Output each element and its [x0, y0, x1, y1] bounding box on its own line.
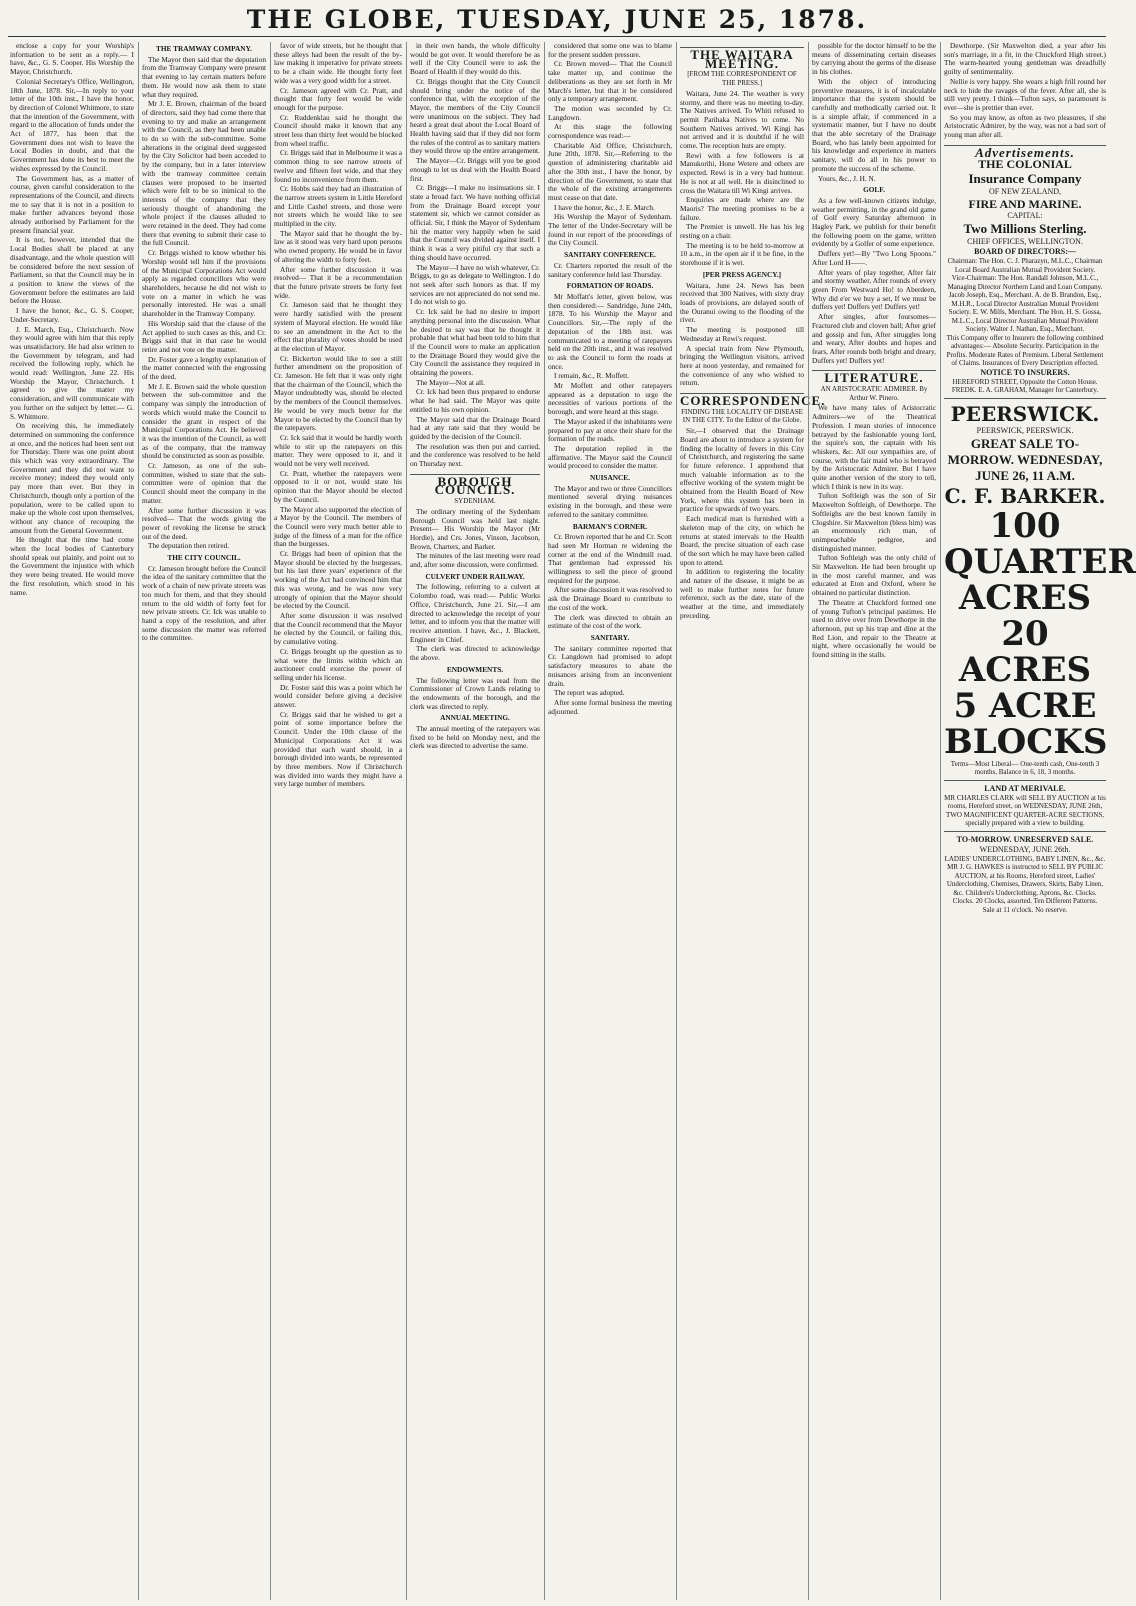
- paragraph: Cr. Brown moved— That the Council take matter up, and continue the deliberations as they are set forth in Mr March's letter, but that it be considered only a temporary arrangement.: [548, 59, 672, 104]
- paragraph: Duffers yet!—By "Two Long Spoons." After Lord H——.: [812, 249, 936, 267]
- paragraph: The deputation then retired.: [148, 541, 230, 551]
- paragraph: The clerk was directed to acknowledge the above.: [410, 644, 540, 663]
- section-heading: Advertisements.: [944, 145, 1106, 158]
- paragraph: Cr. Bickerton would like to see a still further amendment on the proposition of Cr. Jameson. He felt that it was only right that the chairman of the Council, which the Mayor undoubtedly was, should be elected by the members of the Council themselves. He would be very much better for the Mayor to be elected by the Council than by the ratepayers.: [274, 353, 402, 433]
- paragraph: The Mayor and two or three Councillors mentioned several drying nuisances existing in the borough, and these were referred to the sanitary committee.: [548, 483, 672, 519]
- paragraph: The Mayor then said that the deputation from the Tramway Company were present that evening to lay certain matters before them. He would now ask them to state what they required.: [142, 54, 266, 99]
- column-divider: [270, 42, 271, 1600]
- section-heading: LITERATURE.: [812, 370, 936, 383]
- paragraph: The Mayor—I have no wish whatever, Cr. Briggs, to go as delegate to Wellington. I do not seek after such honors as that. If my services are not appreciated do not send me. I do not wish to go.: [410, 262, 540, 307]
- paragraph: His Worship the Mayor of Sydenham. The letter of the Under-Secretary will be found in our report of the proceedings of the City Council.: [548, 212, 672, 248]
- paragraph: The Mayor also supported the election of a Mayor by the Council. The members of the Council were very much better able to judge of the fitness of a man for the office than the burgesses.: [274, 504, 402, 549]
- ad-text: Chairman: The Hon. C. J. Pharazyn, M.L.C., Chairman Local Board Australian Mutual Provident Society.: [947, 257, 1103, 274]
- paragraph: The deputation replied in the affirmative. The Mayor said the Council would proceed to consider the matter.: [548, 443, 672, 471]
- paragraph: After some discussion it was resolved that the Council recommend that the Mayor be elected by the Council, or failing this, by cumulative voting.: [274, 611, 402, 647]
- ad-text: HEREFORD STREET, Opposite the Cotton House. FREDK. E. A. GRAHAM, Manager for Canterbury.: [951, 377, 1099, 395]
- paragraph: The Government has, as a matter of course, given careful consideration to the representations of the Council, and directs me to say that it is not in a position to make further advances beyond those already authorised by Parliament for the present financial year.: [10, 173, 134, 235]
- paragraph: I remain, &c., R. Moffett.: [554, 371, 630, 381]
- column-5: [548, 42, 672, 1602]
- paragraph: The Mayor said that he thought the by-law as it stood was very hard upon persons who owned property. He would be in favor of altering the width to forty feet.: [274, 228, 402, 264]
- column-divider: [808, 42, 809, 1600]
- paragraph: Cr. Briggs wished to know whether his Worship would tell him if the provisions of the Municipal Corporations Act would apply as regarded councillors who were shareholders, because he did not wish to vote on a matter in which he was personally interested. He was a small shareholder in the Tramway Company.: [142, 248, 266, 319]
- paragraph: Cr. Pratt, whether the ratepayers were opposed to it or not, would state his opinion that the Mayor should be elected by the Council.: [274, 468, 402, 504]
- section-heading: ENDOWMENTS.: [446, 664, 504, 674]
- paragraph: Cr. Jameson said that he thought they were hardly satisfied with the present system of Mayoral election. He would like to see an amendment in the Act to the effect that plurality of votes should be used at the election of Mayor.: [274, 300, 402, 353]
- land-sale-advertisement: [944, 401, 1136, 777]
- paragraph: After some formal business the meeting adjourned.: [548, 697, 672, 716]
- section-heading: THE CITY COUNCIL.: [167, 553, 241, 563]
- paragraph: J. E. March, Esq., Christchurch. Now they would agree with him that this reply was unsatisfactory. He had also written to the Government by telegram, and had received the following reply, which he would read: Wellington, June 22. His Worship the Mayor, Christchurch. I agreed to give the matter my consideration, and will communicate with you further on the subject by letter.— G. S. Whitmore.: [10, 324, 134, 421]
- paragraph: Mr J. E. Brown, chairman of the board of directors, said they had come there that evening to try and make an arrangement with the Council, as they had been unable to do so with the sub-committee. Some alterations in the original deed suggested by the City Solicitor had been acceded to by the company, but in a later interview with the tramway committee certain clauses were proposed to be inserted which were felt to be so inimical to the interests of the company that they seriously thought of abandoning the whole project if the clauses alluded to were retained in the deed. They had come there that evening to submit their case to the full Council.: [142, 99, 266, 248]
- column-7: [812, 42, 936, 1602]
- paragraph: I have the honor, &c., G. S. Cooper, Under-Secretary.: [10, 306, 134, 324]
- section-heading: SANITARY CONFERENCE.: [564, 250, 656, 260]
- section-heading: CULVERT UNDER RAILWAY.: [425, 571, 525, 581]
- paragraph: The Premier is unwell. He has his leg resting on a chair.: [680, 222, 804, 241]
- ad-text: Jacob Joseph, Esq., Merchant. A. de B. Brandon, Esq., M.H.R., Local Director Australian Mutual Provident Society. E. W. Mills, Merchant. The Hon. H. S. Gossa, M.L.C., Local Director Australian Mutual Provident Society. Walter J. Nathan, Esq., Merchant.: [948, 291, 1102, 334]
- column-divider: [940, 42, 941, 1600]
- paragraph: Cr. Briggs thought that the City Council should bring under the notice of the conference that, with the exception of the Mayor, the members of the City Council were unanimous on the subject. They had heard a great deal about the Local Board of Health having said that if they did not form the rules of the control as to sanitary matters they would throw up the entire arrangement.: [410, 76, 540, 156]
- paragraph: Cr. Ick said he had no desire to import anything personal into the discussion. What he desired to say was that he thought it probable that what had been told to him that if the Council were to make an application to the Drainage Board they would give the City Council the assistance they required in obtaining the powers.: [410, 307, 540, 378]
- paragraph: The clerk was directed to obtain an estimate of the cost of the work.: [548, 612, 672, 631]
- paragraph: The Mayor asked if the inhabitants were prepared to pay at once their share for the formation of the roads.: [548, 416, 672, 444]
- ad-auctioneer: C. F. BARKER.: [944, 483, 1106, 508]
- paragraph: The minutes of the last meeting were read and, after some discussion, were confirmed.: [410, 551, 540, 570]
- paragraph: After some further discussion it was resolved— That the words giving the power of revoking the license be struck out of the deed.: [142, 505, 266, 541]
- ad-title: PEERSWICK.: [950, 401, 1100, 426]
- paragraph: Cr. Brown reported that he and Cr. Scott had seen Mr Horman re widening the corner at the end of the Windmill road. That gentleman had expressed his willingness to sell the piece of ground required for the purpose.: [548, 532, 672, 585]
- column-1: [10, 42, 134, 1602]
- ad-date: WEDNESDAY, JUNE 26th.: [979, 844, 1071, 854]
- paragraph: The meeting is postponed till Wednesday at Rewi's request.: [680, 325, 804, 343]
- paragraph: At this stage the following correspondence was read:—: [548, 122, 672, 141]
- paragraph: So you may know, as often as two pleasures, if she Aristocratic Admirer, by the way, was not a bad sort of young man after all.: [944, 112, 1106, 140]
- section-heading: ANNUAL MEETING.: [440, 713, 510, 723]
- ad-title: LAND AT MERIVALE.: [984, 783, 1066, 793]
- masthead-rule: [8, 36, 1106, 37]
- paragraph: After singles, after foursomes— Fractured club and cloven ball; After grief and gossip and fun, After struggles long and weary, After doubts and hopes and fears, After rounds both bright and dreary, Duffers yet! Duffers yet!: [812, 312, 936, 365]
- column-divider: [406, 42, 407, 1600]
- merivale-advertisement: [944, 784, 1106, 828]
- paragraph: Cr. Briggs had been of opinion that the Mayor should be elected by the burgesses, but his last three years' experience of the working of the Act had convinced him that this was wrong, and he was now very strongly of opinion that the Mayor should be elected by the Council.: [274, 549, 402, 611]
- paragraph: Cr. Briggs said that in Melbourne it was a common thing to see narrow streets of twelve and fifteen feet wide, and that they found no inconvenience from them.: [274, 148, 402, 184]
- column-8: [944, 41, 1136, 1602]
- paragraph: favor of wide streets, but he thought that these alleys had been the result of the by-law making it imperative for private streets to be a chain wide. He thought forty feet wide was a very good width for a street.: [274, 41, 402, 85]
- paragraph: Cr. Jameson brought before the Council the idea of the sanitary committee that the work of a chain of new private streets was too much for them, and that they should return to the old width of forty feet for new private streets. Cr. Ick was unable to hand a copy of the resolution, and after some discussion the matter was referred to the committee.: [142, 563, 266, 643]
- section-heading: THE TRAMWAY COMPANY.: [155, 44, 253, 53]
- paragraph: Cr. Hobbs said they had an illustration of the narrow streets system in Little Hereford and Little Cashel streets, and those were not streets which he would like to see multiplied in the city.: [274, 184, 402, 229]
- paragraph: In addition to registering the locality and nature of the disease, it might be as well to make further notes for future reference, such as the date, state of the weather at the time, and immediately preceding.: [680, 567, 804, 620]
- paragraph: The following, referring to a culvert at Colombo road, was read:— Public Works Office, Christchurch, June 21. Sir,—I am directed to acknowledge the receipt of your letter, and to inform you that the matter will receive attention. I have, &c., J. Blackett, Engineer in Chief.: [410, 582, 540, 644]
- section-heading: [PER PRESS AGENCY.]: [702, 269, 782, 279]
- paragraph: The ordinary meeting of the Sydenham Borough Council was held last night. Present— His Worship the Mayor (Mr Hordie), and Crs. Jones, Vinson, Jacobson, Brown, Charters, and Barker.: [410, 506, 540, 551]
- ad-office: CHIEF OFFICES, WELLINGTON.: [967, 237, 1083, 247]
- paragraph: The Theatre at Chuckford formed one of young Tufton's principal pastimes. He used to drive over from Dewthorpe in the afternoon, put up his trap and dine at the Red Lion, and repair to the Theatre at night, where occasionally he would be found sitting in the stalls.: [812, 597, 936, 660]
- paragraph: Each medical man is furnished with a skeleton map of the city, on which he returns at stated intervals to the Health Board, the precise situation of each case of the sort which he may have been called upon to attend.: [680, 514, 804, 567]
- section-heading: CORRESPONDENCE.: [680, 393, 826, 409]
- paragraph: in their own hands, the whole difficulty would be got over. It would therefore be as well if the City Council were to ask the Board of Health if they would do this.: [410, 41, 540, 77]
- paragraph: The sanitary committee reported that Cr. Langdown had promised to adopt satisfactory measures to abate the nuisances arising from an inconvenient drain.: [548, 643, 672, 688]
- paragraph: Nellie is very happy. She wears a high frill round her neck to hide the ravages of the fever. After all, she is still very pretty. I think—Tufton says, so paramount is ever—she is prettier than ever.: [944, 76, 1106, 112]
- paragraph: After some further discussion it was resolved— That it be a recommendation that the future private streets be forty feet wide.: [274, 264, 402, 300]
- paragraph: possible for the doctor himself to be the means of disseminating certain diseases by carrying about the germs of the disease in his clothes.: [812, 41, 936, 77]
- column-divider: [676, 42, 677, 1600]
- paragraph: The Mayor—Cr. Briggs will you be good enough to let us deal with the Health Board first.: [410, 156, 540, 183]
- ad-subtitle: PEERSWICK, PEERSWICK.: [976, 425, 1074, 435]
- paragraph: Cr. Briggs said that he wished to get a point of some importance before the Council. Under the 10th clause of the Municipal Corporations Act it was provided that each ward should, in a borough divided into wards, be represented by three members. Now if Christchurch was divided into wards they might have a very large number of members.: [274, 709, 402, 789]
- paragraph: The motion was seconded by Cr. Langdown.: [548, 103, 672, 122]
- column-6: [680, 42, 826, 1602]
- ad-label: BOARD OF DIRECTORS:—: [974, 247, 1076, 257]
- paragraph: With the object of introducing preventive measures, it is of incalculable importance that the system should be carefully and methodically carried out. It is a simple affair, if commenced in a systematic manner, but I have no doubt that the able secretary of the Drainage Board, who has lately been appointed for his knowledge and experience in matters sanitary, will do all in his power to promote the success of the scheme.: [812, 76, 936, 173]
- section-heading: BOROUGH COUNCILS.: [410, 474, 540, 495]
- ad-lots: 5 ACRE BLOCKS: [944, 685, 1108, 762]
- drapery-sale-advertisement: [944, 835, 1106, 915]
- paragraph: Cr. Ick had been thus prepared to endorse what he had said. The Mayor was quite entitled to his own opinion.: [410, 387, 540, 414]
- paragraph: Dewthorpe. (Sir Maxwelton died, a year after his son's marriage, in a fit, in the Chuckford High street.) The warm-hearted young gentleman was dreadfully guilty of sentimentality.: [944, 41, 1106, 77]
- paragraph: The Mayor said that the Drainage Board had at any rate said that they would be guided by the decision of the Council.: [410, 414, 540, 441]
- paragraph: Cr. Charters reported the result of the sanitary conference held last Thursday.: [548, 260, 672, 279]
- paragraph: Cr. Ruddenklau said he thought the Council should make it known that any street less than thirty feet would be blocked from wheel traffic.: [274, 112, 402, 148]
- ad-sale-date: GREAT SALE TO-MORROW. WEDNESDAY, JUNE 26, 11 A.M.: [947, 435, 1103, 483]
- section-subheading: AN ARISTOCRATIC ADMIRER. By Arthur W. Pinero.: [820, 385, 928, 402]
- divider: [944, 398, 1106, 399]
- paragraph: On receiving this, he immediately determined on summoning the conference at once, and the notices had been sent out for Thursday. There was one point about this which was very extraordinary. The Government and they did not want to receive money; indeed they would only pay more than ever. But they in Christchurch, though only a portion of the population, were to be called upon to make up the whole cost upon themselves, without any chance of recouping the amount from the General Government.: [10, 421, 134, 535]
- ad-text: Vice-Chairman: The Hon. Randall Johnson, M.L.C., Managing Director Northern Land and Loan Company.: [947, 274, 1103, 291]
- ad-subtitle: OF NEW ZEALAND,: [988, 187, 1062, 197]
- paragraph: A special train from New Plymouth, bringing the Wellington visitors, arrived here at noon yesterday, and remained for the convenience of any who wished to return.: [680, 343, 804, 388]
- ad-capital: Two Millions Sterling.: [963, 221, 1087, 237]
- paragraph: Waitara, June 24. The weather is very stormy, and there was no meeting to-day. The Natives arrived. To Whiti refused to permit Parihaka Natives to come. No Southern Natives arrived. Wi Kingi has not arrived and it is doubtful if he will come. The reception huts are empty.: [680, 88, 804, 151]
- paragraph: Charitable Aid Office, Christchurch, June 20th, 1878. Sir,—Referring to the question of administering charitable aid after the 30th inst., I have the honor, by direction of the Government, to state that the whole of the existing arrangements must cease on that date.: [548, 140, 672, 202]
- paragraph: As a few well-known citizens indulge, weather permitting, in the grand old game of Golf every Saturday afternoon in Hagley Park, we publish for their benefit the following poem on the game, written evidently by a Golfer of some experience.: [812, 195, 936, 249]
- column-3: [274, 42, 402, 1602]
- section-heading: NUISANCE.: [590, 473, 630, 483]
- paragraph: Enquiries are made where are the Maoris? The meeting promises to be a failure.: [680, 195, 804, 222]
- section-subheading: FINDING THE LOCALITY OF DISEASE IN THE CITY. To the Editor of the Globe.: [681, 407, 803, 425]
- paragraph: Colonial Secretary's Office, Wellington, 18th June, 1878. Sir,—In reply to your letter of the 10th inst., I have the honor, by direction of Colonel Whitmore, to state that the intention of the Government, with regard to the allocation of funds under the Act of 1877, has been that the Government does not wish to leave the Local Bodies in doubt, and that the Government has done its best to meet the wishes expressed by the Council.: [10, 76, 134, 173]
- section-heading: SANITARY.: [590, 633, 630, 642]
- ad-lots: 100 QUARTER ACRES: [944, 505, 1136, 618]
- section-heading: BARMAN'S CORNER.: [572, 521, 648, 531]
- column-divider: [544, 42, 545, 1600]
- ad-label: CAPITAL:: [1007, 211, 1043, 221]
- paragraph: The resolution was then put and carried, and the conference was resolved to be held on Thursday next.: [410, 441, 540, 469]
- section-subheading: SYDENHAM.: [454, 497, 496, 506]
- paragraph: Cr. Jameson agreed with Cr. Pratt, and thought that forty feet would be wide enough for the purpose.: [274, 85, 402, 112]
- masthead-title: THE GLOBE, TUESDAY, JUNE 25, 1878.: [246, 5, 868, 34]
- column-divider: [138, 42, 139, 1600]
- insurance-advertisement: [944, 159, 1106, 395]
- paragraph: Rewi with a few followers is at Manukorihi, Hone Wetere and others are expected. Rewi is in a very bad humour. He is not at all well. He is disinclined to cross the Waitara till Wi Kingi arrives.: [680, 150, 804, 195]
- paragraph: His Worship said that the clause of the Act applied to such cases as this, and Cr. Briggs said that in that case he would retire and not vote on the matter.: [142, 318, 266, 354]
- paragraph: The meeting is to be held to-morrow at 10 a.m., in the open air if it be fine, in the storehouse if it is wet.: [680, 240, 804, 268]
- ad-text: Sale at 11 o'clock. No reserve.: [982, 905, 1068, 914]
- paragraph: The Mayor—Not at all.: [416, 377, 485, 387]
- masthead: [0, 0, 1114, 40]
- paragraph: Cr. Ick said that it would be hardly worth while to stir up the ratepayers on this matter. They were opposed to it, and it would not be very well received.: [274, 432, 402, 469]
- paragraph: Mr Moffatt's letter, given below, was then considered:— Sandridge, June 24th, 1878. To his Worship the Mayor and Councillors. Sir,—The reply of the deputation of the 18th inst. was communicated to a meeting of ratepayers held on the 20th inst., and it was resolved to ask the Council to form the roads at once.: [548, 291, 672, 371]
- column-4: [410, 42, 540, 1602]
- ad-label: NOTICE TO INSURERS.: [980, 367, 1070, 377]
- paragraph: He thought that the time had come when the local bodies of Canterbury should speak out plainly, and point out to the Government the injustice with which they were being treated. He would move the first resolution, which stood in his name.: [10, 535, 134, 597]
- ad-subtitle: FIRE AND MARINE.: [968, 197, 1082, 212]
- ad-title: TO-MORROW. UNRESERVED SALE.: [956, 834, 1094, 844]
- paragraph: Mr J. E. Brown said the whole question between the sub-committee and the company was simply the introduction of words which would make the Council to consider the grant in respect of the Municipal Corporations Act. He believed it was the intention of the Council, as well as of the company, that the tramway should be constructed as soon as possible.: [142, 381, 266, 461]
- paragraph: Tufton Softleigh was the son of Sir Maxwelton Softleigh, of Dewthorpe. The Softleighs are the best known family in Clogshire. Sir Maxwelton (bless him) was an enormously rich man, of unimpeachable pedigree, and distinguished manner.: [812, 491, 936, 553]
- paragraph: After years of play together, After fair and stormy weather, After rounds of every green From Westward Ho! to Aberdeen, Why did e'er we buy a set, If we must be duffers yet! Duffers yet! Duffers yet!: [812, 267, 936, 312]
- paragraph: Cr. Jameson, as one of the sub-committee, wished to state that the sub-committee were of opinion that the Council should meet the company in the matter.: [142, 461, 266, 505]
- paragraph: The report was adopted.: [554, 688, 625, 698]
- paragraph: Sir,—I observed that the Drainage Board are about to introduce a system for finding the locality of fevers in this City of Christchurch, and registering the same for future reference. I apprehend that much valuable information as to the effective working of the system might be obtained from the Health Board of New York, where this system has been in practice for upwards of two years.: [680, 426, 804, 514]
- divider: [944, 780, 1106, 781]
- paragraph: considered that some one was to blame for the present sudden pressure.: [548, 41, 672, 59]
- ad-lots: 20 ACRES: [958, 613, 1092, 690]
- paragraph: Cr. Briggs brought up the question as to what were the limits within which an auctioneer could exercise the power of selling under his license.: [274, 646, 402, 682]
- paragraph: We have many tales of Aristocratic Admirers—we of the Theatrical Profession. I mean stories of innocence betrayed by the fashionable young lord, the squire's son, the captain with his whiskers, &c. All our sympathies are, of course, with the fair maid who is betrayed by the Aristocratic Admirer. But I have quite another version of the story to tell, which I think is new in its way.: [812, 403, 936, 491]
- divider: [944, 831, 1106, 832]
- paragraph: Dr. Foster said this was a point which he would consider before giving a decisive answer.: [274, 682, 402, 710]
- paragraph: After some discussion it was resolved to ask the Drainage Board to contribute to the cost of the work.: [548, 585, 672, 612]
- ad-title: THE COLONIAL: [978, 157, 1072, 172]
- paragraph: Waitara, June 24. News has been received that 300 Natives, with sixty dray loads of provisions, are delayed south of the Ouranui owing to the flooding of the river.: [680, 280, 804, 325]
- ad-text: Terms—Most Liberal— One-tenth cash, One-tenth 3 months, Balance in 6, 18, 3 months.: [950, 759, 1100, 777]
- section-heading: GOLF.: [863, 185, 885, 195]
- section-subheading: [FROM THE CORRESPONDENT OF THE PRESS.]: [687, 70, 797, 88]
- ad-text: This Company offer to Insurers the following combined advantages:— Absolute Security. Participation in the Profits. Moderate Rates of Premium. Liberal Settlement of Claims. Insurances of Every Description effected.: [946, 333, 1104, 368]
- paragraph: It is not, however, intended that the Local Bodies shall be placed at any disadvantage, and the whole question will be considered before the next session of Parliament, so that the Council may be in a position to know the views of the Government before the estimates are laid before the House.: [10, 235, 134, 306]
- paragraph: I have the honor, &c., J. E. March.: [554, 202, 655, 212]
- paragraph: Tufton Softleigh was the only child of Sir Maxwelton. He had been brought up in the most careful manner, and was educated at Eton and Oxford, where he obtained no particular distinction.: [812, 553, 936, 598]
- section-heading: THE WAITARA MEETING.: [680, 47, 804, 68]
- ad-text: LADIES' UNDERCLOTHING, BABY LINEN, &c., &c. MR J. G. HAWKES is instructed to SELL BY PUBLIC AUCTION, at his Rooms, Hereford street, Ladies' Underclothing, Chemises, Drawers, Skirts, Baby Linen, &c. Children's Underclothing, Aprons, &c. Clocks. Clocks. 20 Clocks, assorted. Ten Different Patterns.: [944, 854, 1106, 906]
- paragraph: Dr. Foster gave a lengthy explanation of the matter connected with the engrossing of the deed.: [142, 354, 266, 382]
- paragraph: Cr. Briggs—I make no insinuations sir. I state a broad fact. We have nothing official from the Drainage Board except your statement sir, which we cannot consider as official. Sir, I think the Mayor of Sydenham hit the matter very happily when he said that the Council was divided against itself. I think it was a very pitiful cry that such a thing should have occurred.: [410, 183, 540, 262]
- ad-title: Insurance Company: [968, 171, 1082, 187]
- paragraph: Mr Moffett and other ratepayers appeared as a deputation to urge the necessities of various portions of the borough, and were heard at this stage.: [548, 381, 672, 417]
- paragraph: enclose a copy for your Worship's information to be sent as a reply.— I have, &c., G. S. Cooper. His Worship the Mayor, Christchurch.: [10, 41, 134, 77]
- paragraph: The following letter was read from the Commissioner of Crown Lands relating to the endowments of the borough, and the clerk was directed to reply.: [410, 675, 540, 711]
- paragraph: Yours, &c., J. H. N.: [818, 173, 876, 183]
- ad-text: MR CHARLES CLARK will SELL BY AUCTION at his rooms, Hereford street, on WEDNESDAY, JUNE 26th, TWO MAGNIFICENT QUARTER-ACRE SECTIONS, specially prepared with a view to building.: [944, 793, 1106, 828]
- paragraph: The annual meeting of the ratepayers was fixed to be held on Monday next, and the clerk was directed to advertise the same.: [410, 724, 540, 751]
- column-2: [142, 42, 266, 1602]
- section-heading: FORMATION OF ROADS.: [566, 281, 654, 291]
